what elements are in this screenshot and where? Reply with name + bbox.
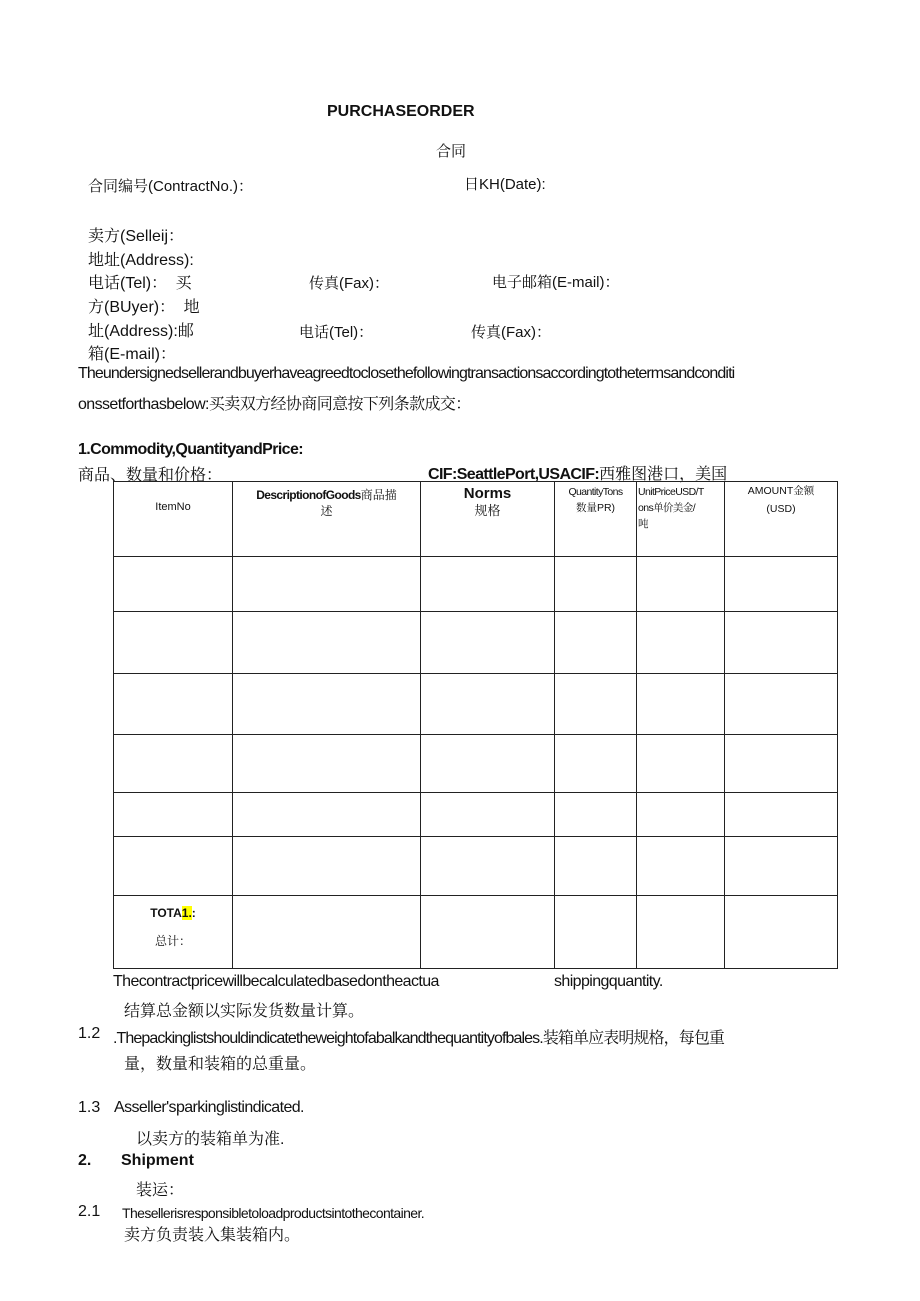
table-cell[interactable] bbox=[421, 674, 555, 735]
page-subtitle: 合同 bbox=[436, 142, 467, 160]
seller-address-label: 地址(Address): bbox=[88, 252, 194, 269]
header-description-en: DescriptionofGoods bbox=[256, 488, 361, 502]
table-cell[interactable] bbox=[421, 557, 555, 612]
header-amount-line2: (USD) bbox=[766, 503, 796, 515]
header-unit-price bbox=[637, 482, 725, 557]
table-cell[interactable] bbox=[421, 612, 555, 674]
header-norms-en: Norms bbox=[463, 485, 512, 502]
table-cell[interactable] bbox=[114, 674, 233, 735]
buyer-address-row bbox=[88, 318, 194, 341]
clause-1-3-number: 1.3 bbox=[78, 1099, 101, 1116]
header-unit-price-line1: UnitPriceUSD/T bbox=[638, 486, 704, 498]
buyer-email-part2: 箱(E-mail)： bbox=[88, 346, 176, 363]
table-row bbox=[114, 674, 838, 735]
clause-2-1-number: 2.1 bbox=[78, 1203, 101, 1220]
buyer-email-part1: 邮 bbox=[177, 323, 194, 340]
intro-line-1: Theundersignedsellerandbuyerhaveagreedtoclosethefollowingtransactionsaccordingtothetermsandconditi bbox=[78, 365, 735, 382]
table-row bbox=[114, 557, 838, 612]
total-prefix: TOTA bbox=[150, 906, 182, 920]
seller-email-label: 电子邮箱(E-mail)： bbox=[492, 274, 620, 291]
table-cell[interactable] bbox=[637, 896, 725, 969]
header-quantity-line1: QuantityTons bbox=[568, 486, 623, 498]
table-cell[interactable] bbox=[725, 674, 838, 735]
table-cell[interactable] bbox=[233, 612, 421, 674]
cif-cn: 西雅图港口，美国 bbox=[599, 464, 728, 483]
buyer-label-row bbox=[88, 294, 200, 317]
table-cell[interactable] bbox=[233, 674, 421, 735]
buyer-label-part1: 买 bbox=[175, 275, 192, 292]
table-total-row bbox=[114, 896, 838, 969]
total-suffix: : bbox=[191, 906, 196, 920]
table-cell[interactable] bbox=[421, 793, 555, 837]
price-note-part1: Thecontractpricewillbecalculatedbasedontheactua bbox=[113, 973, 439, 990]
header-quantity bbox=[555, 482, 637, 557]
header-quantity-line2: 数量PR) bbox=[575, 502, 616, 514]
buyer-label-part2: 方(BUyer)： bbox=[88, 299, 176, 316]
table-cell[interactable] bbox=[233, 837, 421, 896]
clause-1-2-text: .Thepackinglistshouldindicatetheweightofabalkandthequantityofbales. bbox=[113, 1030, 543, 1047]
table-cell[interactable] bbox=[555, 837, 637, 896]
table-cell[interactable] bbox=[233, 896, 421, 969]
table-header-row bbox=[114, 482, 838, 557]
header-unit-price-line3: 吨 bbox=[638, 518, 649, 530]
section2-number: 2. bbox=[78, 1152, 92, 1169]
table-cell[interactable] bbox=[725, 735, 838, 793]
page-title: PURCHASEORDER bbox=[327, 103, 475, 120]
table-cell[interactable] bbox=[637, 557, 725, 612]
header-item-no bbox=[114, 482, 233, 557]
total-label-cell bbox=[114, 896, 233, 969]
section1-heading: 1.Commodity,QuantityandPrice: bbox=[78, 441, 304, 458]
total-cn: 总计： bbox=[154, 934, 191, 948]
table-cell[interactable] bbox=[637, 612, 725, 674]
table-cell[interactable] bbox=[114, 837, 233, 896]
table-cell[interactable] bbox=[637, 735, 725, 793]
clause-2-1-cn: 卖方负责装入集装箱内。 bbox=[124, 1227, 301, 1244]
table-cell[interactable] bbox=[725, 557, 838, 612]
date-label: 日KH(Date): bbox=[464, 176, 546, 193]
table-cell[interactable] bbox=[725, 612, 838, 674]
header-item-no-text: ItemNo bbox=[155, 501, 191, 513]
clause-1-2-cn2: 量，数量和装箱的总重量。 bbox=[124, 1056, 317, 1073]
table-cell[interactable] bbox=[233, 735, 421, 793]
seller-tel-label bbox=[88, 270, 192, 293]
header-description-cn1: 商品描 bbox=[360, 488, 397, 502]
table-cell[interactable] bbox=[555, 735, 637, 793]
table-cell[interactable] bbox=[421, 735, 555, 793]
table-cell[interactable] bbox=[555, 896, 637, 969]
table-row bbox=[114, 837, 838, 896]
buyer-address-part2: 址(Address): bbox=[88, 323, 178, 340]
buyer-tel-label: 电话(Tel)： bbox=[299, 324, 374, 341]
table-cell[interactable] bbox=[114, 612, 233, 674]
seller-fax-label: 传真(Fax)： bbox=[309, 275, 389, 292]
table-cell[interactable] bbox=[114, 793, 233, 837]
total-label bbox=[114, 905, 232, 921]
price-note-part2: shippingquantity. bbox=[554, 973, 663, 990]
table-cell[interactable] bbox=[421, 896, 555, 969]
table-cell[interactable] bbox=[114, 735, 233, 793]
goods-table bbox=[113, 481, 838, 969]
header-description-cn2: 述 bbox=[320, 504, 333, 518]
price-note-cn: 结算总金额以实际发货数量计算。 bbox=[124, 1003, 365, 1020]
header-norms-cn: 规格 bbox=[474, 503, 501, 518]
total-highlight: 1. bbox=[181, 906, 192, 920]
buyer-fax-label: 传真(Fax)： bbox=[471, 324, 551, 341]
cif-label: CIF:SeattlePort,USACIF: bbox=[428, 466, 600, 483]
header-description bbox=[233, 482, 421, 557]
clause-1-2-cn1: 装箱单应表明规格，每包重 bbox=[542, 1030, 725, 1047]
contract-no-label: 合同编号(ContractNo.)： bbox=[88, 178, 254, 195]
table-row bbox=[114, 793, 838, 837]
table-cell[interactable] bbox=[421, 837, 555, 896]
table-row bbox=[114, 612, 838, 674]
section2-heading: Shipment bbox=[121, 1152, 194, 1169]
seller-tel-text: 电话(Tel)： bbox=[88, 275, 168, 292]
table-cell[interactable] bbox=[725, 896, 838, 969]
table-row bbox=[114, 735, 838, 793]
table-cell[interactable] bbox=[114, 557, 233, 612]
header-norms bbox=[421, 482, 555, 557]
clause-2-1-text: Thesellerisresponsibletoloadproductsintothecontainer. bbox=[122, 1205, 425, 1221]
seller-label: 卖方(Selleij： bbox=[88, 228, 185, 245]
section1-cn: 商品、数量和价格： bbox=[78, 467, 223, 484]
table-cell[interactable] bbox=[555, 793, 637, 837]
intro-line-2: onssetforthasbelow:买卖双方经协商同意按下列条款成交： bbox=[78, 396, 471, 413]
section2-cn: 装运： bbox=[136, 1182, 185, 1199]
header-unit-price-line2: ons单价美金/ bbox=[638, 502, 696, 514]
header-amount-line1: AMOUNT金额 bbox=[747, 485, 815, 497]
table-cell[interactable] bbox=[637, 837, 725, 896]
table-cell[interactable] bbox=[637, 793, 725, 837]
clause-1-3-cn: 以卖方的装箱单为准. bbox=[136, 1131, 285, 1148]
table-cell[interactable] bbox=[233, 793, 421, 837]
table-cell[interactable] bbox=[555, 612, 637, 674]
table-cell[interactable] bbox=[555, 674, 637, 735]
table-cell[interactable] bbox=[233, 557, 421, 612]
clause-1-3-text: Asseller'sparkinglistindicated. bbox=[114, 1099, 304, 1116]
clause-1-2-number: 1.2 bbox=[78, 1025, 101, 1042]
clause-1-2-line1 bbox=[113, 1025, 724, 1048]
header-amount bbox=[725, 482, 838, 557]
table-cell[interactable] bbox=[555, 557, 637, 612]
table-cell[interactable] bbox=[637, 674, 725, 735]
table-cell[interactable] bbox=[725, 837, 838, 896]
table-cell[interactable] bbox=[725, 793, 838, 837]
buyer-address-part1: 地 bbox=[183, 299, 200, 316]
